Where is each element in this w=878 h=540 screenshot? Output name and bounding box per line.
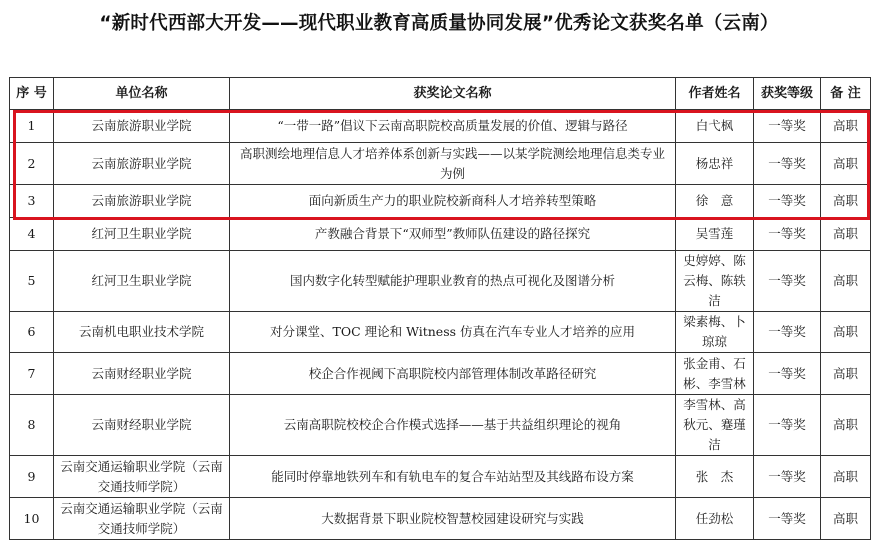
cell-level: 一等奖 <box>754 312 821 353</box>
cell-level: 一等奖 <box>754 218 821 251</box>
cell-level: 一等奖 <box>754 251 821 312</box>
cell-author: 张金甫、石彬、李雪林 <box>676 353 754 395</box>
header-paper: 获奖论文名称 <box>230 78 676 110</box>
cell-note: 高职 <box>821 143 871 185</box>
table-row <box>10 312 871 353</box>
table-row <box>10 456 871 498</box>
cell-paper: “一带一路”倡议下云南高职院校高质量发展的价值、逻辑与路径 <box>230 110 676 143</box>
cell-author: 杨忠祥 <box>676 143 754 185</box>
cell-author: 张 杰 <box>676 456 754 498</box>
cell-paper: 产教融合背景下“双师型”教师队伍建设的路径探究 <box>230 218 676 251</box>
cell-level: 一等奖 <box>754 395 821 456</box>
cell-paper: 高职测绘地理信息人才培养体系创新与实践——以某学院测绘地理信息类专业为例 <box>230 143 676 185</box>
cell-paper: 对分课堂、TOC 理论和 Witness 仿真在汽车专业人才培养的应用 <box>230 312 676 353</box>
header-note: 备 注 <box>821 78 871 110</box>
cell-note: 高职 <box>821 498 871 540</box>
cell-school: 云南旅游职业学院 <box>54 185 230 218</box>
cell-paper: 能同时停靠地铁列车和有轨电车的复合车站站型及其线路布设方案 <box>230 456 676 498</box>
cell-no: 7 <box>10 353 54 395</box>
cell-note: 高职 <box>821 251 871 312</box>
cell-level: 一等奖 <box>754 143 821 185</box>
cell-author: 吴雪莲 <box>676 218 754 251</box>
cell-no: 2 <box>10 143 54 185</box>
cell-no: 6 <box>10 312 54 353</box>
cell-paper: 校企合作视阈下高职院校内部管理体制改革路径研究 <box>230 353 676 395</box>
cell-paper: 面向新质生产力的职业院校新商科人才培养转型策略 <box>230 185 676 218</box>
cell-no: 5 <box>10 251 54 312</box>
table-row <box>10 110 871 143</box>
cell-note: 高职 <box>821 218 871 251</box>
header-school: 单位名称 <box>54 78 230 110</box>
cell-note: 高职 <box>821 312 871 353</box>
cell-author: 任劲松 <box>676 498 754 540</box>
header-no: 序 号 <box>10 78 54 110</box>
cell-author: 徐 意 <box>676 185 754 218</box>
cell-note: 高职 <box>821 110 871 143</box>
cell-school: 云南旅游职业学院 <box>54 110 230 143</box>
cell-author: 梁素梅、卜琼琼 <box>676 312 754 353</box>
page-title: “新时代西部大开发——现代职业教育高质量协同发展”优秀论文获奖名单（云南） <box>99 13 779 34</box>
cell-no: 8 <box>10 395 54 456</box>
awards-table <box>9 77 871 540</box>
cell-author: 李雪林、高秋元、蹇瑾洁 <box>676 395 754 456</box>
cell-school: 云南交通运输职业学院（云南交通技师学院） <box>54 498 230 540</box>
cell-level: 一等奖 <box>754 185 821 218</box>
cell-author: 史婷婷、陈云梅、陈轶洁 <box>676 251 754 312</box>
header-author: 作者姓名 <box>676 78 754 110</box>
cell-level: 一等奖 <box>754 110 821 143</box>
cell-level: 一等奖 <box>754 456 821 498</box>
cell-paper: 云南高职院校校企合作模式选择——基于共益组织理论的视角 <box>230 395 676 456</box>
table-row <box>10 185 871 218</box>
cell-level: 一等奖 <box>754 353 821 395</box>
cell-school: 云南机电职业技术学院 <box>54 312 230 353</box>
cell-note: 高职 <box>821 456 871 498</box>
cell-school: 云南交通运输职业学院（云南交通技师学院） <box>54 456 230 498</box>
cell-school: 云南财经职业学院 <box>54 395 230 456</box>
table-row <box>10 395 871 456</box>
cell-no: 9 <box>10 456 54 498</box>
table-row <box>10 251 871 312</box>
cell-note: 高职 <box>821 185 871 218</box>
cell-note: 高职 <box>821 353 871 395</box>
cell-no: 4 <box>10 218 54 251</box>
cell-note: 高职 <box>821 395 871 456</box>
cell-school: 红河卫生职业学院 <box>54 251 230 312</box>
cell-school: 红河卫生职业学院 <box>54 218 230 251</box>
header-row <box>10 78 871 110</box>
cell-no: 10 <box>10 498 54 540</box>
cell-level: 一等奖 <box>754 498 821 540</box>
table-row <box>10 353 871 395</box>
cell-school: 云南旅游职业学院 <box>54 143 230 185</box>
table-row <box>10 143 871 185</box>
cell-school: 云南财经职业学院 <box>54 353 230 395</box>
cell-author: 白弋枫 <box>676 110 754 143</box>
cell-paper: 大数据背景下职业院校智慧校园建设研究与实践 <box>230 498 676 540</box>
table-row <box>10 498 871 540</box>
cell-no: 3 <box>10 185 54 218</box>
header-level: 获奖等级 <box>754 78 821 110</box>
cell-paper: 国内数字化转型赋能护理职业教育的热点可视化及图谱分析 <box>230 251 676 312</box>
cell-no: 1 <box>10 110 54 143</box>
table-row <box>10 218 871 251</box>
